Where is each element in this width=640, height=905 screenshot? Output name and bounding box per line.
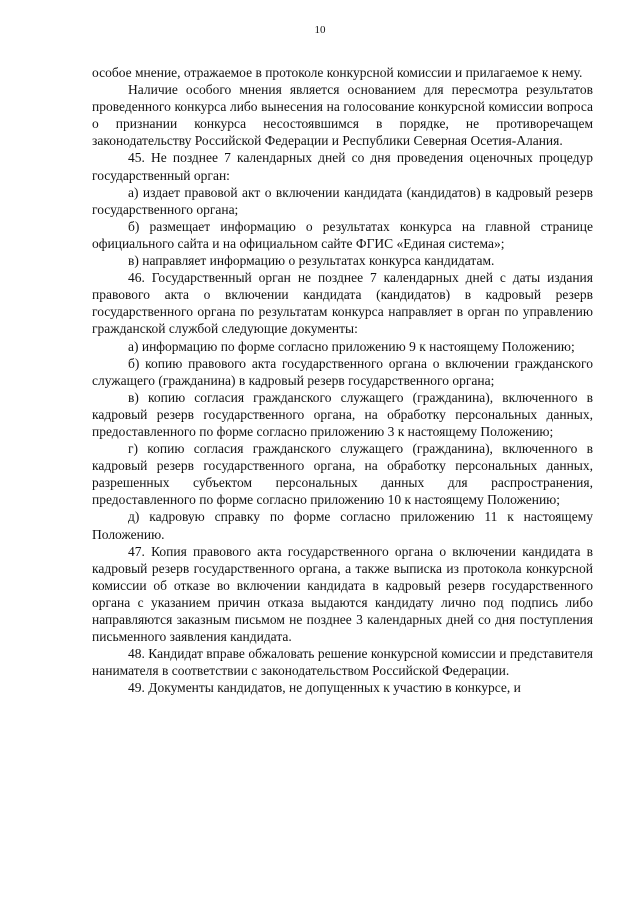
page-number: 10 xyxy=(314,24,326,36)
paragraph: д) кадровую справку по форме согласно приложению 11 к настоящему Положению. xyxy=(92,509,593,542)
paragraph: б) размещает информацию о результатах конкурса на главной странице официального сайта и на официальном сайте ФГИС «Единая система»; xyxy=(92,218,593,251)
paragraph: в) копию согласия гражданского служащего (гражданина), включенного в кадровый резерв государственного органа, на обработку персональных данных, предоставленного по форме согласно приложению 3 к настоящему Положению; xyxy=(92,389,593,439)
paragraph: особое мнение, отражаемое в протоколе конкурсной комиссии и прилагаемое к нему. xyxy=(92,65,583,80)
paragraph: б) копию правового акта государственного органа о включении гражданского служащего (гражданина) в кадровый резерв государственного органа; xyxy=(92,355,593,388)
paragraph: г) копию согласия гражданского служащего (гражданина), включенного в кадровый резерв государственного органа, на обработку персональных данных, разрешенных субъектом персональных данных для распространения, предоставленного по форме согласно приложению 10 к настоящему Положению; xyxy=(92,441,593,508)
paragraph: 45. Не позднее 7 календарных дней со дня проведения оценочных процедур государственный орган: xyxy=(92,150,593,183)
paragraph: 48. Кандидат вправе обжаловать решение конкурсной комиссии и представителя нанимателя в соответствии с законодательством Российской Федерации. xyxy=(92,646,593,679)
paragraph: Наличие особого мнения является основанием для пересмотра результатов проведенного конкурса либо вынесения на голосование конкурсной комиссии вопроса о признании конкурса несостоявшимся в порядке, не противоречащем законодательству Российской Федерации и Республики Северная Осетия-Алания. xyxy=(92,82,593,149)
paragraph: 47. Копия правового акта государственного органа о включении кандидата в кадровый резерв государственного органа, а также выписка из протокола конкурсной комиссии об отказе во включении кандидата в кадровый резерв государственного органа с указанием причин отказа выдаются кандидату лично под подпись либо направляются заказным письмом не позднее 3 календарных дней со дня поступления письменного заявления кандидата. xyxy=(92,543,593,645)
document-body xyxy=(92,64,593,696)
paragraph: 46. Государственный орган не позднее 7 календарных дней с даты издания правового акта о включении кандидата (кандидатов) в кадровый резерв государственного органа по результатам конкурса направляет в орган по управлению гражданской службой следующие документы: xyxy=(92,270,593,337)
paragraph: а) информацию по форме согласно приложению 9 к настоящему Положению; xyxy=(128,338,575,354)
paragraph: в) направляет информацию о результатах конкурса кандидатам. xyxy=(128,253,495,269)
paragraph: 49. Документы кандидатов, не допущенных к участию в конкурсе, и xyxy=(128,680,521,696)
paragraph: а) издает правовой акт о включении кандидата (кандидатов) в кадровый резерв государственного органа; xyxy=(92,184,593,217)
